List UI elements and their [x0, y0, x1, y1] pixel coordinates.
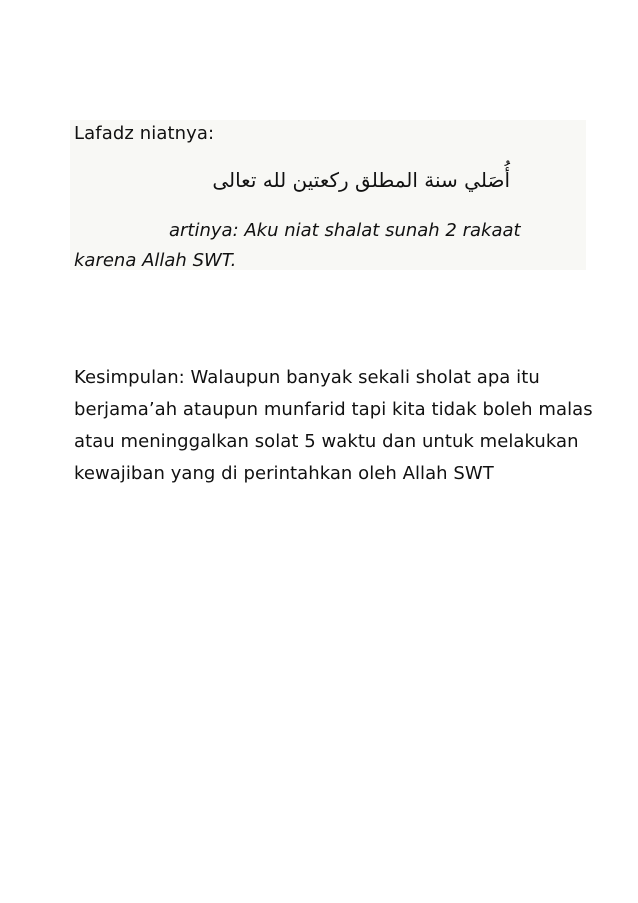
niat-label: Lafadz niatnya: [74, 123, 215, 144]
arabic-niat-text: أُصَلي سنة المطلق ركعتين لله تعالى [212, 168, 510, 192]
niat-section [70, 120, 586, 270]
niat-translation: artinya: Aku niat shalat sunah 2 rakaat karena Allah SWT. [74, 220, 521, 271]
conclusion-paragraph: Kesimpulan: Walaupun banyak sekali sholat apa itu berjama’ah ataupun munfarid tapi kita tidak boleh malas atau meninggalkan solat 5 waktu dan untuk melakukan kewajiban yang di perintahkan oleh Allah SWT [74, 367, 593, 484]
